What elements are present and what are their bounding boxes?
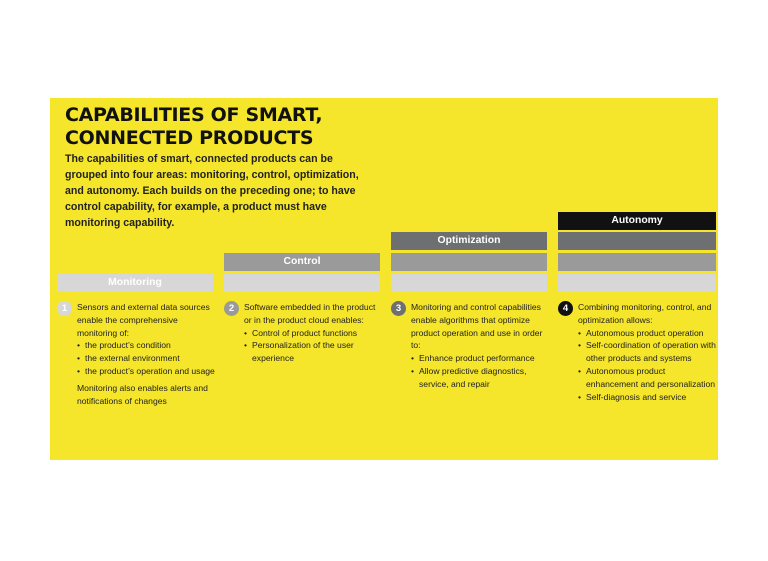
optimization-label: Optimization — [437, 235, 501, 246]
list-item: • Self-diagnosis and service — [578, 391, 718, 404]
title-line-1: CAPABILITIES OF SMART, — [65, 104, 323, 126]
monitoring-bar — [57, 274, 213, 292]
autonomy-control-layer — [558, 253, 716, 271]
autonomy-list — [578, 327, 718, 404]
monitoring-list — [77, 339, 217, 377]
control-monitoring-layer — [224, 274, 380, 292]
list-item: • Personalization of the user experience — [244, 339, 384, 365]
number-badge-1: 1 — [57, 301, 72, 316]
list-item: • the product’s condition — [77, 339, 217, 352]
autonomy-description: Combining monitoring, control, and optimization allows: — [578, 302, 712, 325]
monitoring-label: Monitoring — [108, 277, 162, 288]
title-line-2: CONNECTED PRODUCTS — [65, 127, 314, 149]
number-badge-3: 3 — [391, 301, 406, 316]
capabilities-panel — [50, 98, 718, 460]
autonomy-column — [558, 301, 718, 403]
autonomy-label: Autonomy — [611, 215, 663, 226]
monitoring-note: Monitoring also enables alerts and notifications of changes — [77, 382, 208, 406]
control-list — [244, 327, 384, 365]
control-label: Control — [283, 256, 321, 267]
optimization-description: Monitoring and control capabilities enable algorithms that optimize product operation and use in order to: — [411, 302, 543, 351]
autonomy-bar — [558, 212, 716, 230]
number-badge-2: 2 — [224, 301, 239, 316]
list-item: • the external environment — [77, 352, 217, 365]
control-bar — [224, 253, 380, 271]
list-item: • Autonomous product operation — [578, 327, 718, 340]
autonomy-optimization-layer — [558, 232, 716, 250]
number-badge-4: 4 — [558, 301, 573, 316]
list-item: • the product’s operation and usage — [77, 365, 217, 378]
monitoring-description: Sensors and external data sources enable the comprehensive monitoring of: — [77, 302, 210, 338]
optimization-monitoring-layer — [391, 274, 547, 292]
list-item: • Enhance product performance — [411, 352, 551, 365]
list-item: • Allow predictive diagnostics, service, and repair — [411, 365, 551, 391]
optimization-bar — [391, 232, 547, 250]
control-description: Software embedded in the product or in the product cloud enables: — [244, 302, 376, 325]
autonomy-monitoring-layer — [558, 274, 716, 292]
list-item: • Self-coordination of operation with other products and systems — [578, 339, 718, 365]
list-item: • Control of product functions — [244, 327, 384, 340]
optimization-control-layer — [391, 253, 547, 271]
optimization-list — [411, 352, 551, 390]
page-title — [65, 104, 322, 150]
optimization-column — [391, 301, 551, 391]
monitoring-column — [57, 301, 217, 407]
list-item: • Autonomous product enhancement and personalization — [578, 365, 718, 391]
intro-text: The capabilities of smart, connected products can be grouped into four areas: monitoring, control, optimization, and autonomy. Each builds on the preceding one; to have control capability, for example, a product must have monitoring capability. — [65, 153, 359, 229]
control-column — [224, 301, 384, 365]
